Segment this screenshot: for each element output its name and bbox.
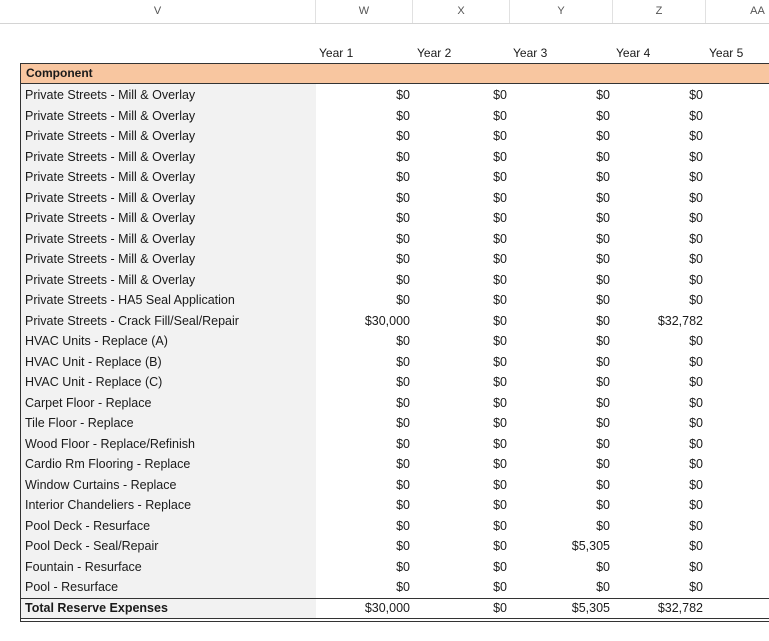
value-cell-year-1[interactable]: $0 — [396, 129, 410, 143]
value-cell-year-1[interactable]: $0 — [396, 416, 410, 430]
component-name-cell[interactable]: HVAC Units - Replace (A) — [25, 334, 168, 348]
year-header-row — [0, 46, 769, 63]
value-cell-year-3[interactable]: $0 — [596, 108, 610, 123]
value-cell-year-2[interactable]: $0 — [493, 211, 507, 225]
value-cell-year-3[interactable]: $0 — [596, 416, 610, 430]
value-cell-year-1[interactable]: $0 — [396, 457, 410, 471]
value-cell-year-4[interactable]: $0 — [689, 354, 703, 369]
value-cell-year-2[interactable]: $0 — [493, 436, 507, 451]
value-cell-year-1[interactable]: $0 — [396, 170, 410, 184]
table-row — [0, 85, 769, 106]
component-name-cell[interactable]: Private Streets - Mill & Overlay — [25, 129, 196, 143]
component-name-cell[interactable]: Wood Floor - Replace/Refinish — [25, 436, 195, 451]
column-header-aa[interactable]: AA — [750, 5, 765, 17]
column-header-z[interactable]: Z — [613, 0, 706, 23]
component-name-cell[interactable]: Pool - Resurface — [25, 580, 119, 594]
value-cell-year-4[interactable]: $0 — [689, 395, 703, 410]
value-cell-year-4[interactable]: $0 — [689, 211, 703, 225]
value-cell-year-1[interactable]: $0 — [396, 518, 410, 533]
component-name-cell[interactable]: Private Streets - Mill & Overlay — [25, 252, 196, 266]
table-row — [0, 167, 769, 188]
total-year-3[interactable]: $5,305 — [571, 601, 610, 615]
value-cell-year-2[interactable]: $0 — [493, 354, 507, 369]
component-name-cell[interactable]: Private Streets - Mill & Overlay — [25, 211, 196, 225]
value-cell-year-4[interactable]: $0 — [689, 252, 703, 266]
value-cell-year-2[interactable]: $0 — [493, 231, 507, 246]
table-row — [0, 188, 769, 209]
component-name-cell[interactable]: Carpet Floor - Replace — [25, 395, 152, 410]
component-name-cell[interactable]: Private Streets - Crack Fill/Seal/Repair — [25, 313, 239, 328]
value-cell-year-1[interactable]: $0 — [396, 272, 410, 287]
value-cell-year-3[interactable]: $0 — [596, 559, 610, 574]
total-year-2[interactable]: $0 — [493, 601, 507, 615]
component-name-cell[interactable]: Private Streets - Mill & Overlay — [25, 149, 196, 164]
value-cell-year-3[interactable]: $5,305 — [571, 539, 610, 553]
value-cell-year-2[interactable]: $0 — [493, 313, 507, 328]
value-cell-year-2[interactable]: $0 — [493, 129, 507, 143]
value-cell-year-4[interactable]: $0 — [689, 457, 703, 471]
component-name-cell[interactable]: HVAC Unit - Replace (C) — [25, 375, 163, 389]
value-cell-year-3[interactable]: $0 — [596, 190, 610, 205]
year-label[interactable]: Year 3 — [513, 46, 548, 60]
value-cell-year-2[interactable]: $0 — [493, 293, 507, 307]
component-name-cell[interactable]: Tile Floor - Replace — [25, 416, 134, 430]
value-cell-year-3[interactable]: $0 — [596, 477, 610, 492]
component-name-cell[interactable]: Window Curtains - Replace — [25, 477, 177, 492]
value-cell-year-3[interactable]: $0 — [596, 252, 610, 266]
column-header-v[interactable]: V — [0, 0, 316, 23]
component-name-cell[interactable]: Pool Deck - Seal/Repair — [25, 539, 159, 553]
value-cell-year-3[interactable]: $0 — [596, 313, 610, 328]
year-label[interactable]: Year 4 — [616, 46, 651, 60]
total-row — [20, 598, 769, 618]
value-cell-year-2[interactable]: $0 — [493, 88, 507, 102]
value-cell-year-4[interactable]: $0 — [689, 539, 703, 553]
value-cell-year-1[interactable]: $0 — [396, 293, 410, 307]
component-name-cell[interactable]: Private Streets - Mill & Overlay — [25, 108, 196, 123]
value-cell-year-1[interactable]: $0 — [396, 190, 410, 205]
value-cell-year-4[interactable]: $0 — [689, 149, 703, 164]
value-cell-year-3[interactable]: $0 — [596, 272, 610, 287]
value-cell-year-3[interactable]: $0 — [596, 395, 610, 410]
column-header-bar — [0, 0, 769, 24]
year-label[interactable]: Year 2 — [417, 46, 452, 60]
table-row — [0, 270, 769, 291]
value-cell-year-4[interactable]: $0 — [689, 108, 703, 123]
table-row — [0, 147, 769, 168]
value-cell-year-4[interactable]: $0 — [689, 477, 703, 492]
table-row — [0, 475, 769, 496]
value-cell-year-2[interactable]: $0 — [493, 518, 507, 533]
table-row — [0, 577, 769, 598]
value-cell-year-3[interactable]: $0 — [596, 580, 610, 594]
component-name-cell[interactable]: HVAC Unit - Replace (B) — [25, 354, 162, 369]
column-header-y[interactable]: Y — [510, 0, 613, 23]
value-cell-year-1[interactable]: $0 — [396, 498, 410, 512]
table-row — [0, 331, 769, 352]
value-cell-year-2[interactable]: $0 — [493, 272, 507, 287]
value-cell-year-2[interactable]: $0 — [493, 334, 507, 348]
value-cell-year-1[interactable]: $0 — [396, 539, 410, 553]
table-row — [0, 208, 769, 229]
table-row — [0, 352, 769, 373]
value-cell-year-2[interactable]: $0 — [493, 539, 507, 553]
value-cell-year-4[interactable]: $0 — [689, 170, 703, 184]
table-row — [0, 557, 769, 578]
component-name-cell[interactable]: Pool Deck - Resurface — [25, 518, 151, 533]
table-row — [0, 393, 769, 414]
value-cell-year-4[interactable]: $0 — [689, 498, 703, 512]
value-cell-year-3[interactable]: $0 — [596, 498, 610, 512]
table-row — [0, 249, 769, 270]
column-header-w[interactable]: W — [316, 0, 413, 23]
value-cell-year-1[interactable]: $0 — [396, 149, 410, 164]
component-name-cell[interactable]: Private Streets - Mill & Overlay — [25, 170, 196, 184]
value-cell-year-1[interactable]: $0 — [396, 395, 410, 410]
value-cell-year-3[interactable]: $0 — [596, 170, 610, 184]
value-cell-year-4[interactable]: $0 — [689, 293, 703, 307]
value-cell-year-1[interactable]: $0 — [396, 580, 410, 594]
value-cell-year-1[interactable]: $0 — [396, 88, 410, 102]
value-cell-year-3[interactable]: $0 — [596, 518, 610, 533]
component-name-cell[interactable]: Private Streets - Mill & Overlay — [25, 231, 196, 246]
value-cell-year-3[interactable]: $0 — [596, 88, 610, 102]
value-cell-year-2[interactable]: $0 — [493, 108, 507, 123]
table-row — [0, 413, 769, 434]
value-cell-year-4[interactable]: $0 — [689, 580, 703, 594]
year-label[interactable]: Year 1 — [319, 46, 354, 60]
value-cell-year-4[interactable]: $0 — [689, 88, 703, 102]
value-cell-year-2[interactable]: $0 — [493, 477, 507, 492]
column-header-x[interactable]: X — [413, 0, 510, 23]
table-row — [0, 290, 769, 311]
table-row — [0, 126, 769, 147]
value-cell-year-4[interactable]: $0 — [689, 231, 703, 246]
value-cell-year-1[interactable]: $30,000 — [364, 313, 410, 328]
component-name-cell[interactable]: Private Streets - HA5 Seal Application — [25, 293, 235, 307]
value-cell-year-4[interactable]: $0 — [689, 190, 703, 205]
value-cell-year-2[interactable]: $0 — [493, 190, 507, 205]
value-cell-year-1[interactable]: $0 — [396, 108, 410, 123]
year-label[interactable]: Year 5 — [709, 46, 744, 60]
table-row — [0, 372, 769, 393]
value-cell-year-1[interactable]: $0 — [396, 436, 410, 451]
value-cell-year-4[interactable]: $0 — [689, 129, 703, 143]
total-year-1[interactable]: $30,000 — [364, 601, 410, 615]
value-cell-year-1[interactable]: $0 — [396, 211, 410, 225]
value-cell-year-1[interactable]: $0 — [396, 334, 410, 348]
value-cell-year-4[interactable]: $0 — [689, 518, 703, 533]
value-cell-year-3[interactable]: $0 — [596, 293, 610, 307]
value-cell-year-4[interactable]: $0 — [689, 416, 703, 430]
value-cell-year-4[interactable]: $0 — [689, 436, 703, 451]
value-cell-year-4[interactable]: $0 — [689, 375, 703, 389]
table-row — [0, 106, 769, 127]
value-cell-year-1[interactable]: $0 — [396, 231, 410, 246]
value-cell-year-3[interactable]: $0 — [596, 436, 610, 451]
component-name-cell[interactable]: Fountain - Resurface — [25, 559, 142, 574]
total-year-4[interactable]: $32,782 — [657, 601, 703, 615]
value-cell-year-4[interactable]: $32,782 — [657, 313, 703, 328]
component-header-cell[interactable]: Component — [20, 63, 769, 84]
value-cell-year-1[interactable]: $0 — [396, 375, 410, 389]
value-cell-year-1[interactable]: $0 — [396, 252, 410, 266]
value-cell-year-1[interactable]: $0 — [396, 559, 410, 574]
value-cell-year-2[interactable]: $0 — [493, 416, 507, 430]
component-rows — [0, 85, 769, 598]
table-row — [0, 495, 769, 516]
value-cell-year-4[interactable]: $0 — [689, 334, 703, 348]
table-row — [0, 311, 769, 332]
component-name-cell[interactable]: Private Streets - Mill & Overlay — [25, 272, 196, 287]
value-cell-year-2[interactable]: $0 — [493, 580, 507, 594]
total-label[interactable]: Total Reserve Expenses — [25, 601, 168, 615]
value-cell-year-2[interactable]: $0 — [493, 559, 507, 574]
value-cell-year-3[interactable]: $0 — [596, 231, 610, 246]
value-cell-year-1[interactable]: $0 — [396, 477, 410, 492]
total-underline — [20, 618, 769, 619]
value-cell-year-3[interactable]: $0 — [596, 457, 610, 471]
table-row — [0, 229, 769, 250]
value-cell-year-2[interactable]: $0 — [493, 498, 507, 512]
table-row — [0, 434, 769, 455]
table-row — [0, 516, 769, 537]
value-cell-year-4[interactable]: $0 — [689, 559, 703, 574]
value-cell-year-2[interactable]: $0 — [493, 170, 507, 184]
value-cell-year-3[interactable]: $0 — [596, 334, 610, 348]
value-cell-year-3[interactable]: $0 — [596, 149, 610, 164]
value-cell-year-1[interactable]: $0 — [396, 354, 410, 369]
total-double-underline — [20, 621, 769, 622]
component-name-cell[interactable]: Cardio Rm Flooring - Replace — [25, 457, 191, 471]
table-row — [0, 536, 769, 557]
value-cell-year-2[interactable]: $0 — [493, 395, 507, 410]
value-cell-year-2[interactable]: $0 — [493, 457, 507, 471]
component-name-cell[interactable]: Private Streets - Mill & Overlay — [25, 88, 196, 102]
value-cell-year-2[interactable]: $0 — [493, 149, 507, 164]
value-cell-year-3[interactable]: $0 — [596, 211, 610, 225]
value-cell-year-3[interactable]: $0 — [596, 354, 610, 369]
value-cell-year-4[interactable]: $0 — [689, 272, 703, 287]
table-row — [0, 454, 769, 475]
component-name-cell[interactable]: Private Streets - Mill & Overlay — [25, 190, 196, 205]
value-cell-year-2[interactable]: $0 — [493, 375, 507, 389]
value-cell-year-3[interactable]: $0 — [596, 129, 610, 143]
value-cell-year-3[interactable]: $0 — [596, 375, 610, 389]
value-cell-year-2[interactable]: $0 — [493, 252, 507, 266]
component-name-cell[interactable]: Interior Chandeliers - Replace — [25, 498, 192, 512]
